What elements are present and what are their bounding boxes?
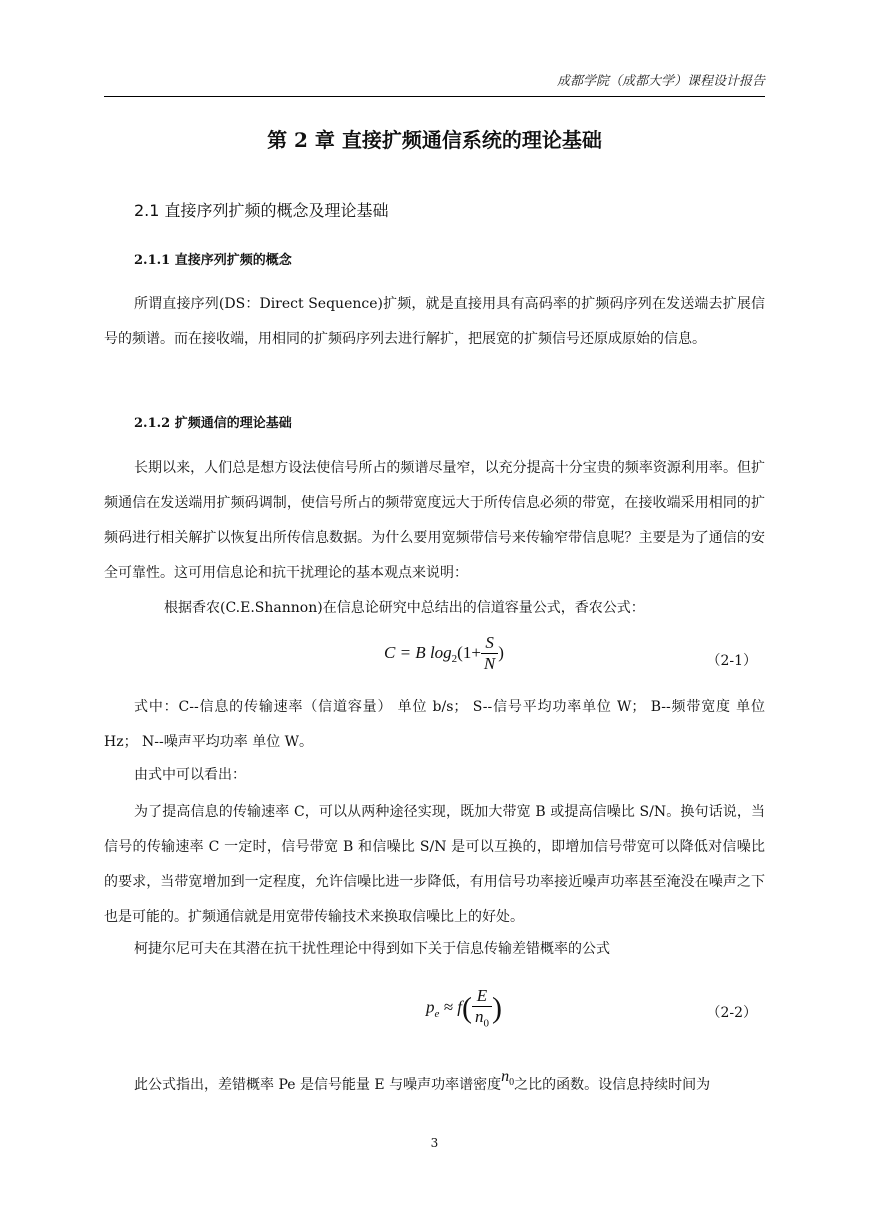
equation-2-2: [426, 986, 502, 1031]
eq2-numerator: E: [472, 986, 492, 1007]
from-equation-line: 由式中可以看出：: [134, 767, 246, 783]
equation-number-2-1: （2-1）: [706, 653, 757, 669]
equation-number-2-2: （2-2）: [706, 1005, 757, 1021]
section-title: 2.1 直接序列扩频的概念及理论基础: [134, 201, 389, 220]
eq1-denominator: N: [483, 654, 496, 674]
paragraph-tradeoff: 为了提高信息的传输速率 C，可以从两种途径实现，既加大带宽 B 或提高信噪比 S/N。换句话说，当信号的传输速率 C 一定时，信号带宽 B 和信噪比 S/N 是可以互换的，即增加信号带宽可以降低对信噪比的要求，当带宽增加到一定程度，允许信噪比进一步降低，有用信号功率接近噪声功率甚至淹没在噪声之下也是可能的。扩频通信就是用宽带传输技术来换取信噪比上的好处。: [104, 804, 765, 925]
eq1-numerator: S: [481, 633, 498, 654]
subsection-title-1: 2.1.1 直接序列扩频的概念: [134, 253, 292, 268]
paragraph-theory: 长期以来，人们总是想方设法使信号所占的频谱尽量窄，以充分提高十分宝贵的频率资源利用率。但扩频通信在发送端用扩频码调制，使信号所占的频带宽度远大于所传信息必须的带宽，在接收端采用相同的扩频码进行相关解扩以恢复出所传信息数据。为什么要用宽频带信号来传输窄带信息呢？主要是为了通信的安全可靠性。这可用信息论和抗干扰理论的基本观点来说明：: [104, 460, 765, 581]
eq2-den-sub: 0: [483, 1017, 489, 1030]
kotelnikov-line: 柯捷尔尼可夫在其潜在抗干扰性理论中得到如下关于信息传输差错概率的公式: [134, 941, 610, 957]
eq2-fraction: [472, 986, 492, 1031]
eq1-fraction: [481, 633, 498, 675]
eq2-den-base: n: [474, 1007, 484, 1027]
eq1-open: (1+: [457, 642, 481, 662]
eq2-sub: e: [434, 1007, 440, 1020]
paragraph-ds-concept: 所谓直接序列(DS：Direct Sequence)扩频，就是直接用具有高码率的扩频码序列在发送端去扩展信号的频谱。而在接收端，用相同的扩频码序列去进行解扩，把展宽的扩频信号还原成原始的信息。: [104, 296, 765, 347]
eq1-sub: 2: [451, 653, 458, 666]
page-number: 3: [430, 1136, 439, 1150]
subsection-title-2: 2.1.2 扩频通信的理论基础: [134, 416, 292, 431]
eq2-left-paren: (: [461, 991, 472, 1025]
eq2-approx: ≈ f: [439, 997, 462, 1017]
page-header: 成都学院（成都大学）课程设计报告: [556, 74, 765, 89]
n0-symbol: [501, 1068, 515, 1089]
eq2-denominator: [472, 1007, 492, 1031]
paragraph-variables: 式中：C--信息的传输速率（信道容量） 单位 b/s； S--信号平均功率单位 W； B--频带宽度 单位 Hz； N--噪声平均功率 单位 W。: [104, 699, 765, 750]
shannon-line: 根据香农(C.E.Shannon)在信息论研究中总结出的信道容量公式，香农公式：: [164, 600, 645, 616]
eq2-right-paren: ): [491, 991, 502, 1025]
eq1-close: ): [498, 642, 504, 662]
n0-sub: 0: [509, 1077, 515, 1089]
error-text-part1: 此公式指出，差错概率 Pe 是信号能量 E 与噪声功率谱密度: [134, 1077, 502, 1093]
eq2-lhs: p: [426, 997, 435, 1017]
paragraph-error-probability: [134, 1068, 711, 1096]
eq1-lhs: C = B log: [384, 642, 452, 662]
n0-base: n: [501, 1068, 510, 1085]
error-text-part2: 之比的函数。设信息持续时间为: [514, 1077, 711, 1093]
chapter-title: 第 2 章 直接扩频通信系统的理论基础: [267, 128, 602, 152]
header-rule: [104, 96, 765, 97]
equation-2-1: [384, 633, 504, 675]
